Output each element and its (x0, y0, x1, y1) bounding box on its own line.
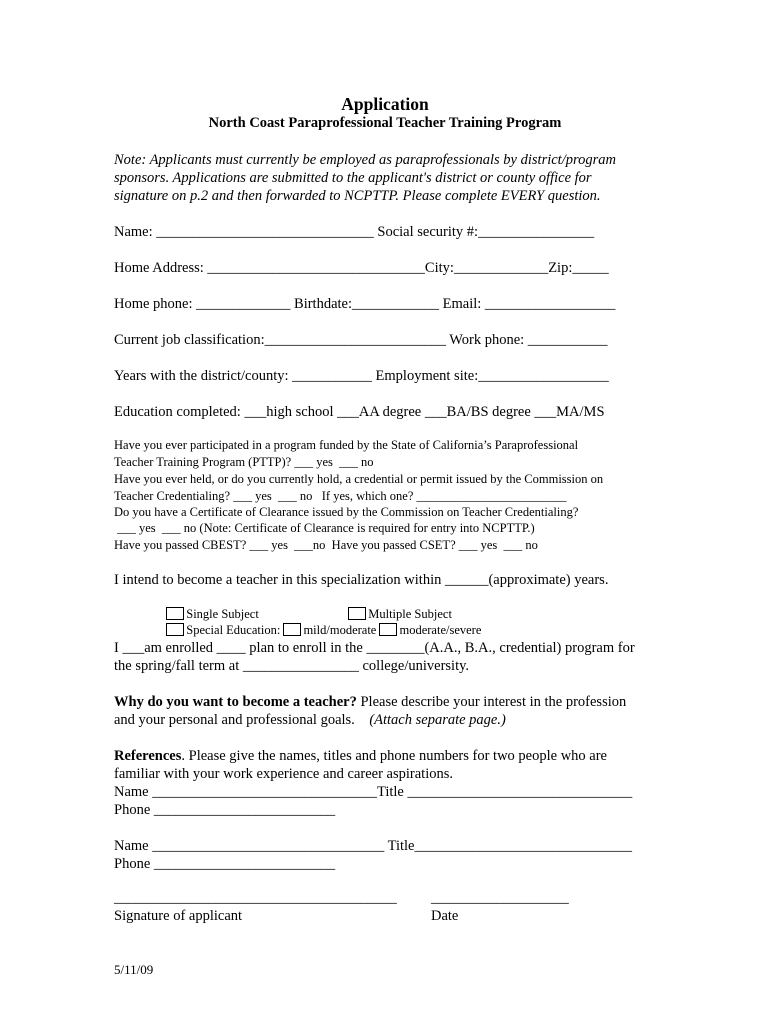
references-line-1 (114, 747, 607, 765)
special-education-checkbox[interactable] (166, 623, 184, 636)
single-subject-label: Single Subject (186, 607, 259, 621)
why-teacher-line-2 (114, 711, 506, 729)
moderate-severe-checkbox[interactable] (379, 623, 397, 636)
years-employment-field[interactable]: Years with the district/county: ___________ Employment site:__________________ (114, 368, 609, 384)
signature-label: Signature of applicant (114, 908, 243, 924)
references-text: . Please give the names, titles and phone numbers for two people who are (181, 748, 607, 764)
reference-2-phone[interactable]: Phone _________________________ (114, 856, 336, 872)
specialization-intent[interactable]: I intend to become a teacher in this specialization within ______(approximate) years. (114, 572, 609, 588)
references-line-2: familiar with your work experience and career aspirations. (114, 766, 453, 782)
question-line-2[interactable]: Teacher Training Program (PTTP)? ___ yes ___ no (114, 455, 374, 469)
option-special-education[interactable] (160, 605, 481, 639)
date-label: Date (431, 908, 459, 924)
references-heading: References (114, 748, 182, 764)
date-line[interactable]: ___________________ (431, 890, 569, 906)
page-title: Application (341, 94, 429, 114)
note-line-3: signature on p.2 and then forwarded to NCPTTP. Please complete EVERY question. (114, 188, 601, 204)
reference-1-phone[interactable]: Phone _________________________ (114, 802, 336, 818)
question-line-3: Have you ever held, or do you currently hold, a credential or permit issued by the Commission on (114, 472, 604, 486)
moderate-severe-label: moderate/severe (399, 623, 482, 637)
job-classification-field[interactable]: Current job classification:_________________________ Work phone: ___________ (114, 332, 608, 348)
enrollment-line-1[interactable]: I ___am enrolled ____ plan to enroll in the ________(A.A., B.A., credential) program for (114, 640, 635, 656)
question-line-1: Have you ever participated in a program funded by the State of California’s Paraprofessional (114, 438, 579, 452)
why-teacher-heading: Why do you want to become a teacher? (114, 694, 357, 710)
mild-moderate-label: mild/moderate (303, 623, 377, 637)
name-ssn-field[interactable]: Name: ______________________________ Social security #:________________ (114, 224, 595, 240)
why-teacher-goals: and your personal and professional goals. (114, 712, 370, 728)
why-teacher-line-1 (114, 693, 626, 711)
attach-note: (Attach separate page.) (369, 712, 506, 728)
question-line-6[interactable]: ___ yes ___ no (Note: Certificate of Clearance is required for entry into NCPTTP.) (114, 521, 535, 535)
multiple-subject-label: Multiple Subject (368, 607, 452, 621)
reference-1-name-title[interactable]: Name _______________________________Title _______________________________ (114, 784, 633, 800)
page-subtitle: North Coast Paraprofessional Teacher Training Program (208, 115, 562, 131)
question-line-7[interactable]: Have you passed CBEST? ___ yes ___no Have you passed CSET? ___ yes ___ no (114, 538, 538, 552)
question-line-5: Do you have a Certificate of Clearance issued by the Commission on Teacher Credentialing? (114, 505, 579, 519)
question-line-4[interactable]: Teacher Credentialing? ___ yes ___ no If yes, which one? ________________________ (114, 489, 567, 503)
education-field[interactable]: Education completed: ___high school ___AA degree ___BA/BS degree ___MA/MS (114, 404, 605, 420)
footer-date: 5/11/09 (114, 962, 154, 977)
mild-moderate-checkbox[interactable] (283, 623, 301, 636)
note-line-2: sponsors. Applications are submitted to the applicant's district or county office for (114, 170, 592, 186)
why-teacher-text: Please describe your interest in the profession (356, 694, 627, 710)
note-line-1: Note: Applicants must currently be employed as paraprofessionals by district/program (114, 152, 616, 168)
enrollment-line-2[interactable]: the spring/fall term at ________________ college/university. (114, 658, 470, 674)
signature-line[interactable]: _______________________________________ (114, 890, 397, 906)
reference-2-name-title[interactable]: Name ________________________________ Title______________________________ (114, 838, 632, 854)
special-education-label: Special Education: (186, 623, 284, 637)
phone-birthdate-email-field[interactable]: Home phone: _____________ Birthdate:____________ Email: __________________ (114, 296, 616, 312)
address-field[interactable]: Home Address: ______________________________City:_____________Zip:_____ (114, 260, 609, 276)
